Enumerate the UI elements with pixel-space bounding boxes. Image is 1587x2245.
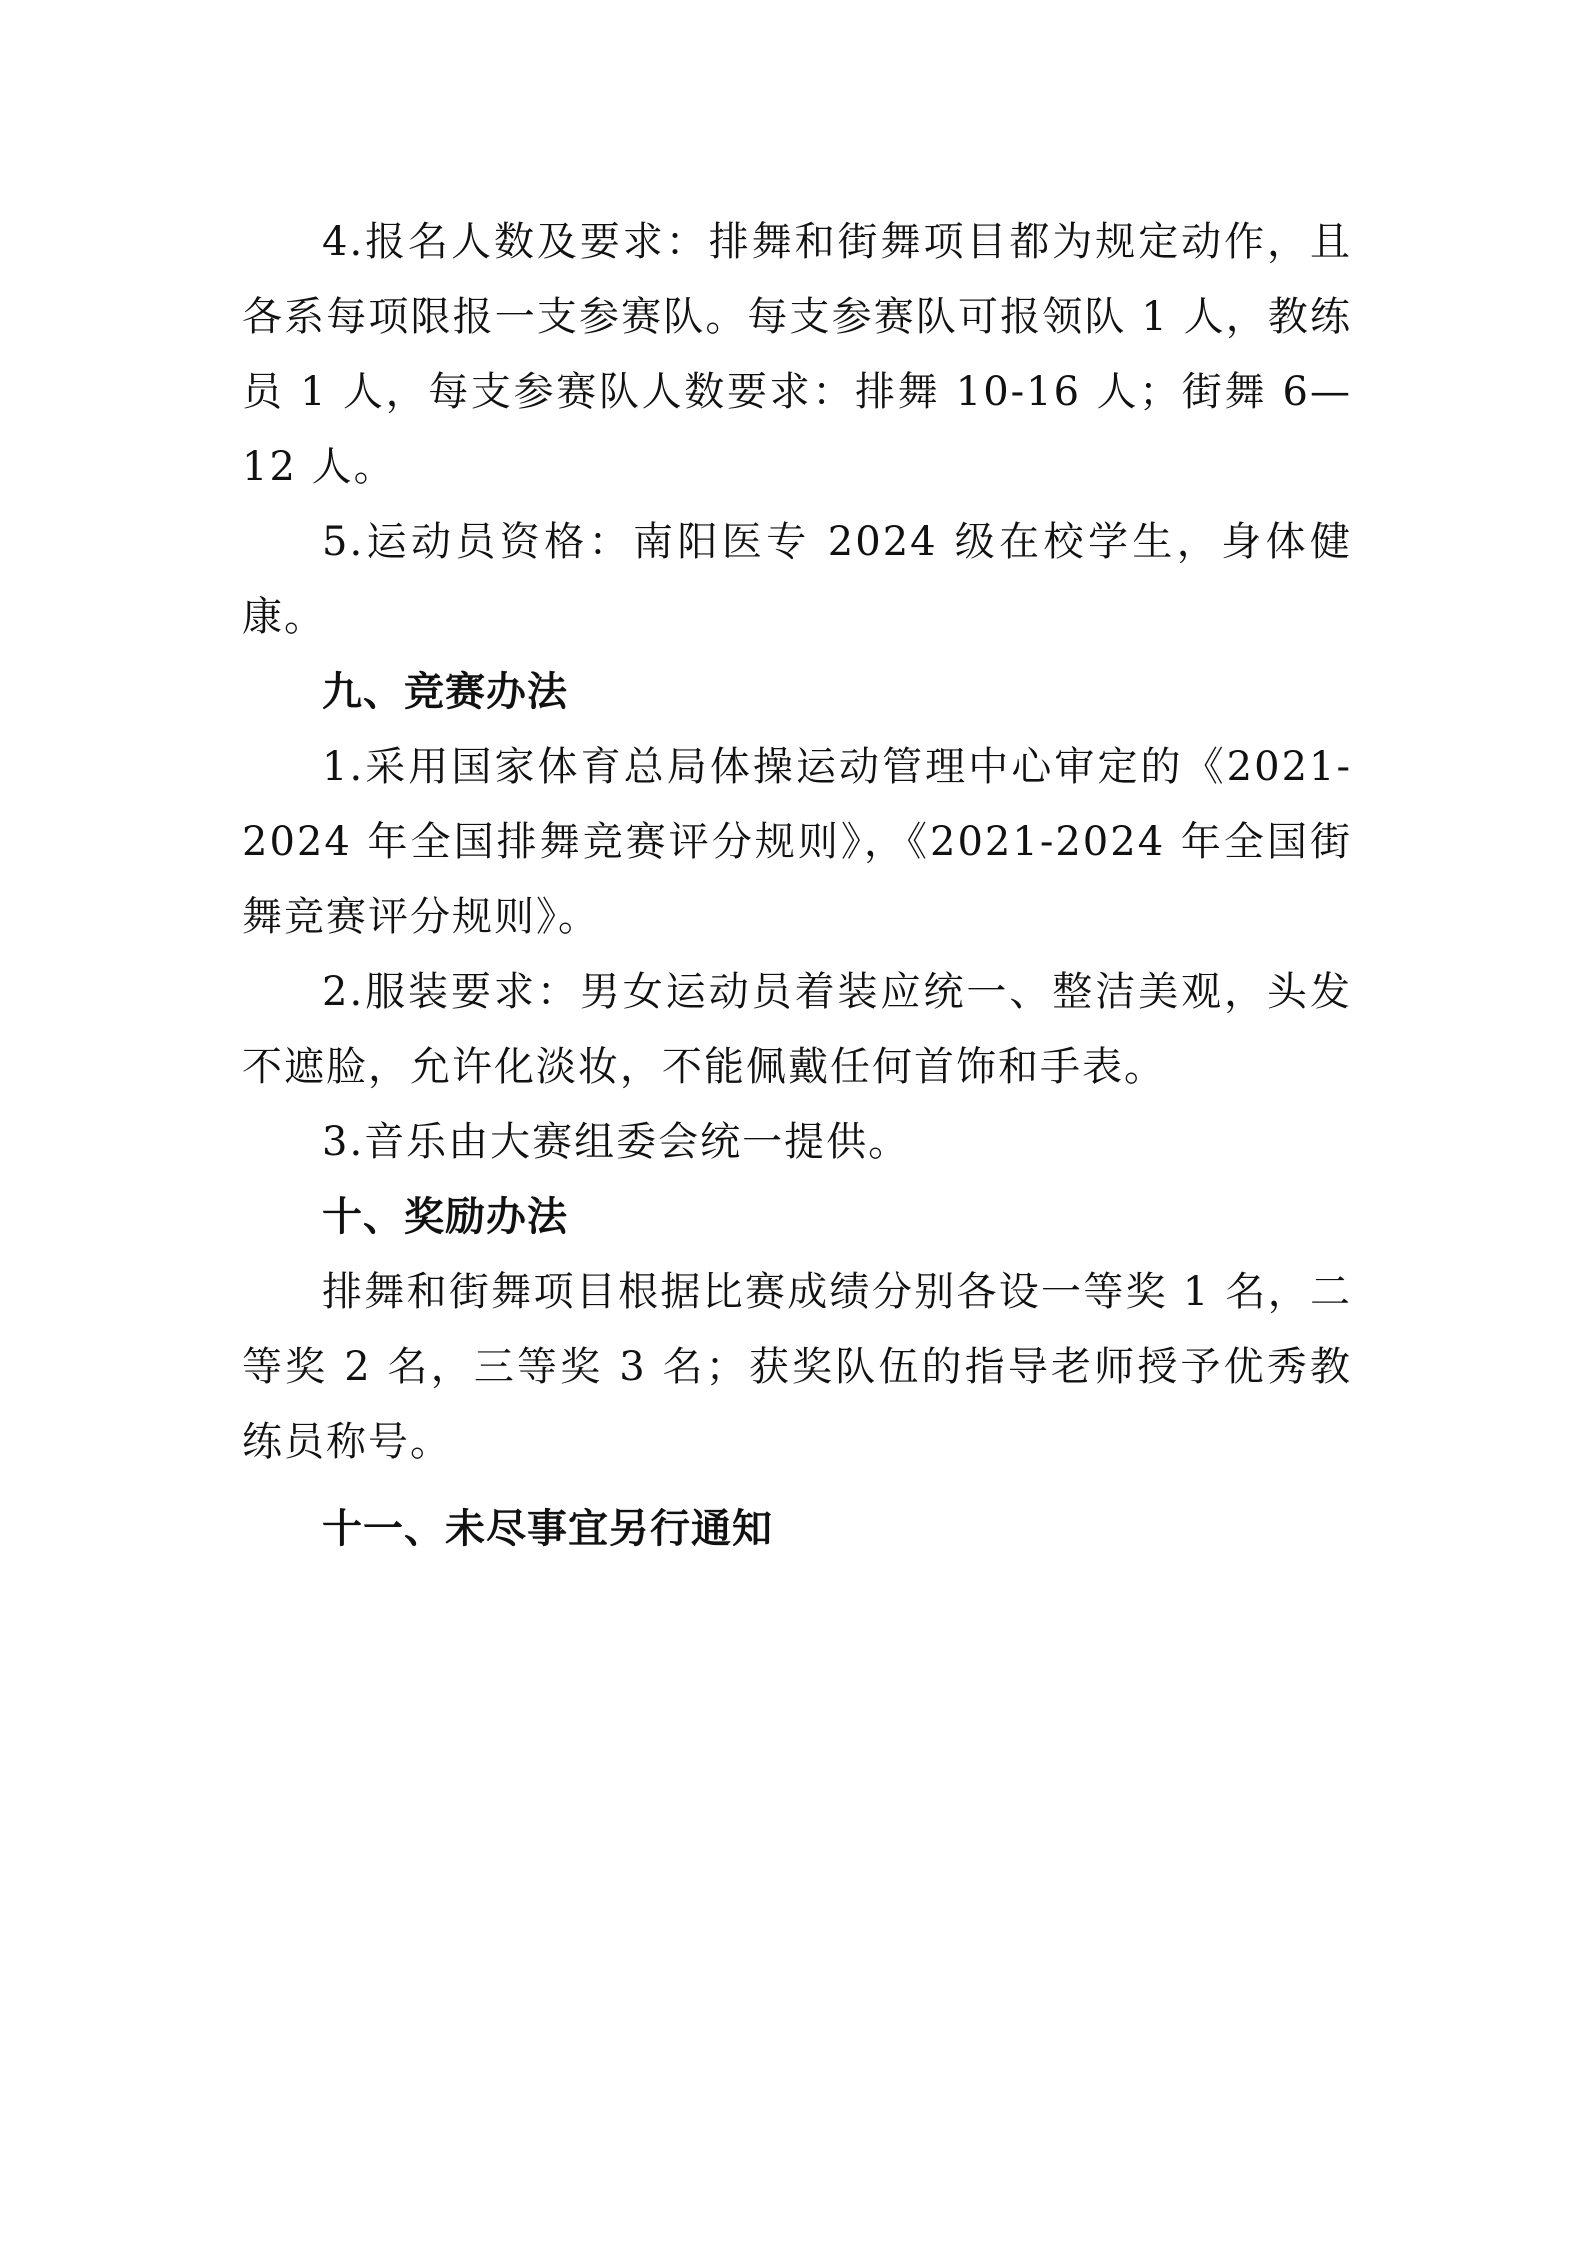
section-9-heading: 九、竞赛办法 <box>322 669 568 715</box>
item-1-rules: 1.采用国家体育总局体操运动管理中心审定的《2021-2024 年全国排舞竞赛评分规则》，《2021-2024 年全国街舞竞赛评分规则》。 <box>242 744 1352 940</box>
item-2-dress-code: 2.服装要求：男女运动员着装应统一、整洁美观，头发不遮脸，允许化淡妆，不能佩戴任何首饰和手表。 <box>242 969 1352 1090</box>
section-11-heading: 十一、未尽事宜另行通知 <box>322 1506 773 1552</box>
awards-paragraph: 排舞和街舞项目根据比赛成绩分别各设一等奖 1 名，二等奖 2 名，三等奖 3 名；获奖队伍的指导老师授予优秀教练员称号。 <box>242 1269 1352 1465</box>
item-4-registration: 4.报名人数及要求：排舞和街舞项目都为规定动作，且各系每项限报一支参赛队。每支参赛队可报领队 1 人，教练员 1 人，每支参赛队人数要求：排舞 10-16 人；街舞 6—12 人。 <box>242 219 1352 490</box>
item-3-music: 3.音乐由大赛组委会统一提供。 <box>322 1119 911 1165</box>
item-5-eligibility: 5.运动员资格：南阳医专 2024 级在校学生，身体健康。 <box>242 519 1352 640</box>
section-10-heading: 十、奖励办法 <box>322 1194 568 1240</box>
document-body <box>242 205 1352 1567</box>
